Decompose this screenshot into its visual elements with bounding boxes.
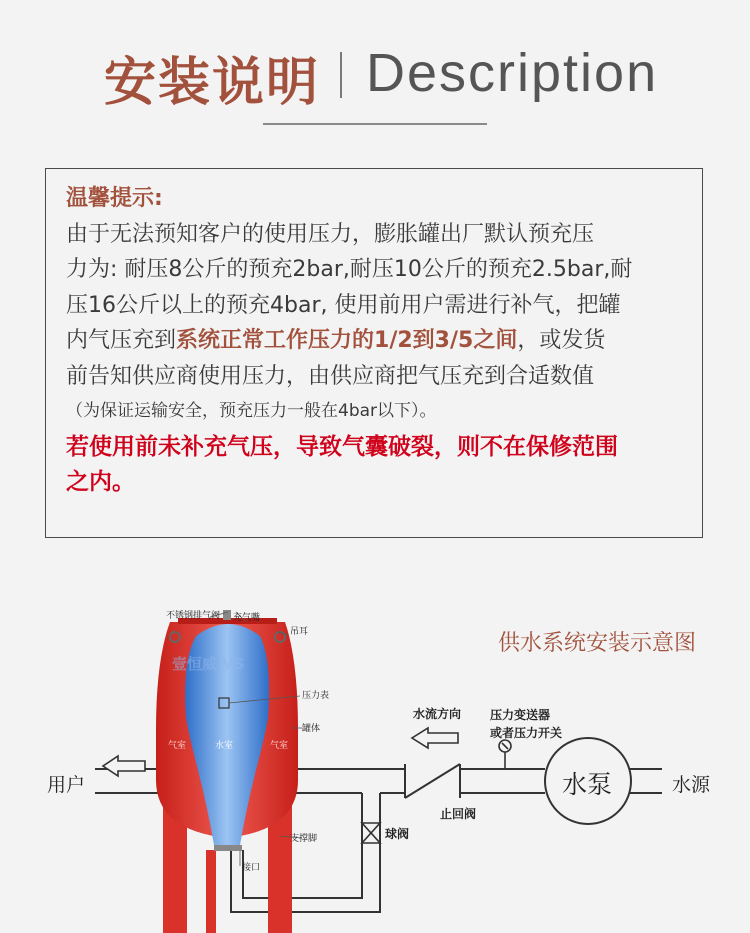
pressure-switch-label: 或者压力开关 [490,726,563,740]
support-leg-label: 支撑脚 [290,834,318,844]
pressure-switch-icon [499,740,511,769]
pressure-transmitter-label: 压力变送器 [490,708,551,722]
notice-heading: 温馨提示: [66,186,163,211]
page-title-chinese: 安装说明 [104,53,321,113]
check-valve-icon [405,764,460,798]
water-chamber-label: 水室 [215,741,234,751]
installation-diagram [0,595,750,933]
page-title-english: Description [366,43,659,103]
diagram-title: 供水系统安装示意图 [498,631,697,656]
interface-label: 接口 [242,863,261,873]
ball-valve-icon [362,823,380,843]
user-label: 用户 [47,774,86,796]
air-chamber-right-label: 气室 [270,741,289,751]
title-divider [340,52,342,98]
title-underline [263,123,487,125]
notice-line: 压16公斤以上的预充4bar, 使用前用户需进行补气，把罐 [66,292,621,318]
notice-line: 力为: 耐压8公斤的预充2bar,耐压10公斤的预充2.5bar,耐 [66,257,633,282]
watermark-logo: 壹恒威 VS [172,655,245,673]
check-valve-label: 止回阀 [440,807,477,821]
notice-text: 内气压充到 [66,328,177,353]
notice-content [66,181,686,501]
flow-direction-label: 水流方向 [413,707,462,721]
notice-line [66,323,686,359]
ball-valve-label: 球阀 [385,827,410,841]
charge-nozzle-label: 充气嘴 [233,613,261,623]
pressure-range-highlight: 系统正常工作压力的1/2到3/5之间 [176,328,518,353]
warranty-warning: 若使用前未补充气压，导致气囊破裂，则不在保修范围 [66,433,618,460]
outflow-arrow-icon [103,756,145,776]
lifting-lug-label: 吊耳 [290,627,309,637]
warranty-warning: 之内。 [66,469,135,495]
flow-arrow-icon [412,728,458,748]
page-header [0,40,750,113]
notice-line: 前告知供应商使用压力，由供应商把气压充到合适数值 [66,363,595,389]
notice-line: 由于无法预知客户的使用压力，膨胀罐出厂默认预充压 [66,221,595,247]
tank-body-label: 罐体 [302,724,321,734]
notice-footnote: （为保证运输安全，预充压力一般在4bar以下）。 [66,401,437,421]
air-chamber-left-label: 气室 [168,741,187,751]
notice-text: ，或发货 [517,328,606,353]
pressure-gauge-label: 压力表 [302,691,330,701]
pump-label: 水泵 [562,770,613,799]
water-source-label: 水源 [672,774,711,796]
notice-box [45,168,703,538]
vent-valve-label: 不锈钢排气阀 [166,611,221,621]
